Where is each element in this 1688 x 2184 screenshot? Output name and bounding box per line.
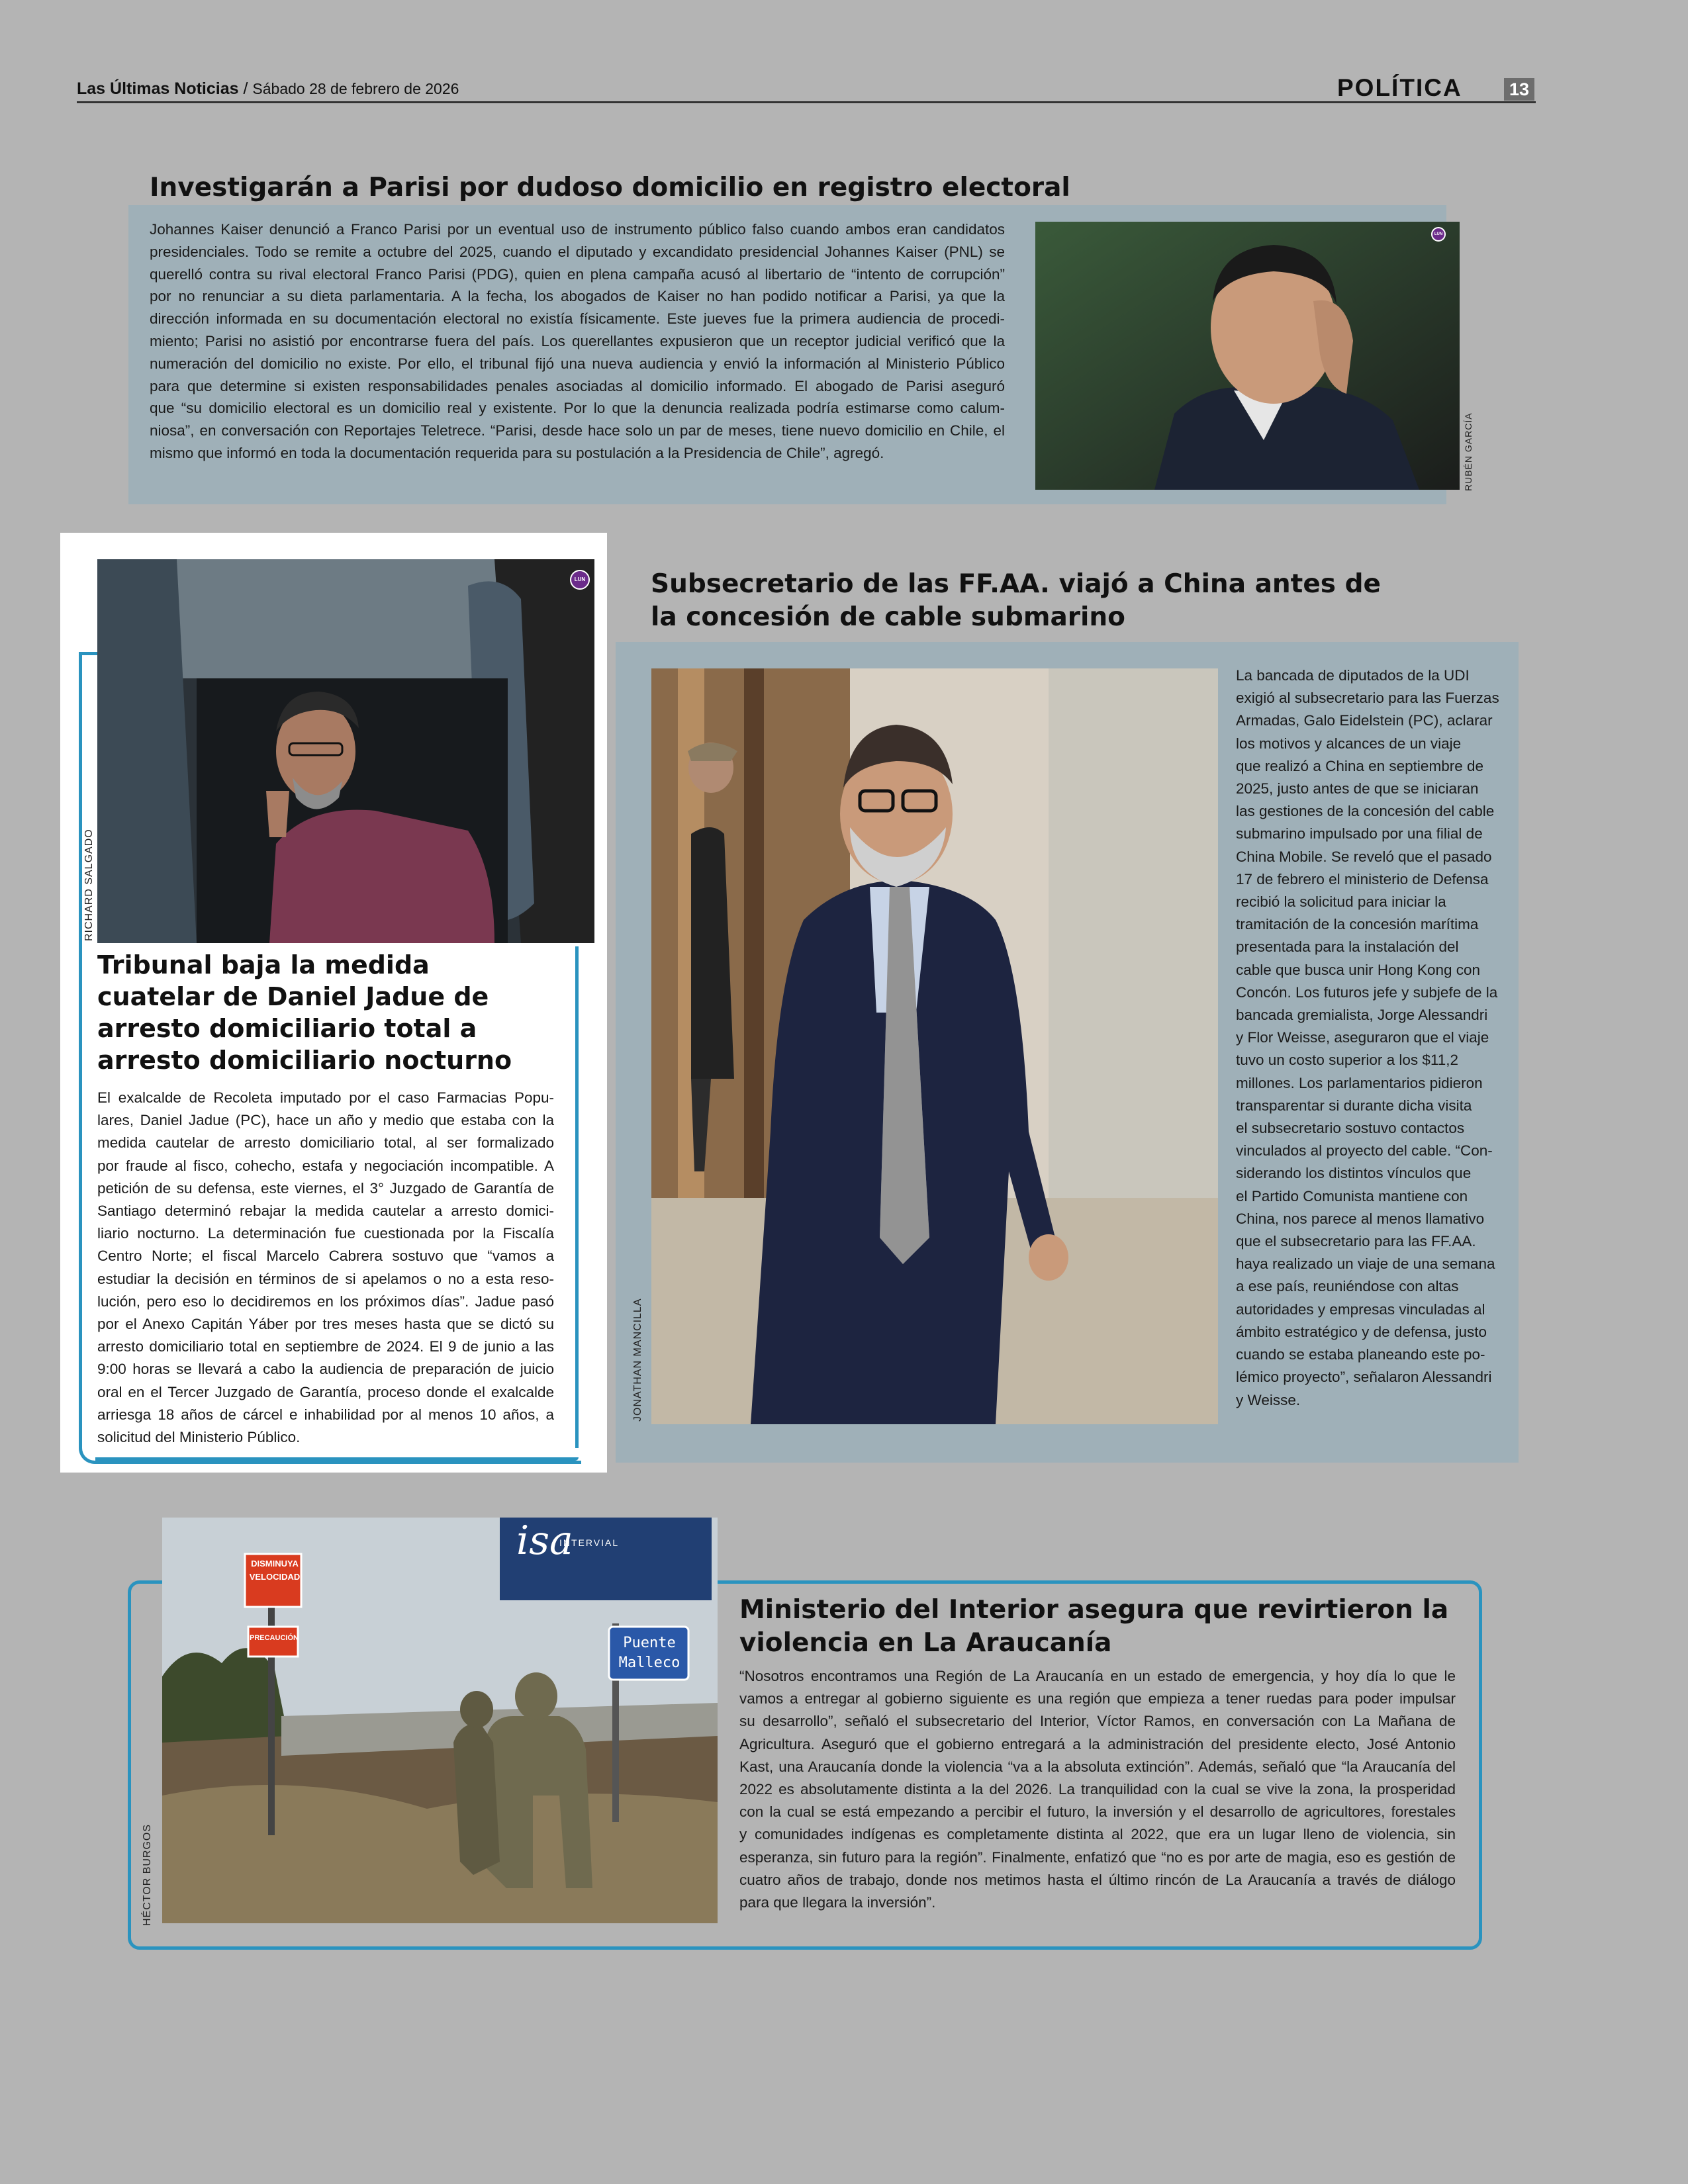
body-line: oral en el Tercer Juzgado de Garantía, proceso donde el exalcalde xyxy=(97,1383,554,1400)
body-line: submarino impulsado por una filial de xyxy=(1236,825,1483,842)
body-line: haya realizado un viaje de una semana xyxy=(1236,1255,1495,1273)
parisi-body xyxy=(150,218,1005,465)
araucania-headline-line: Ministerio del Interior asegura que revirtieron la xyxy=(739,1595,1449,1625)
sign-precaucion: PRECAUCIÓN xyxy=(250,1634,299,1642)
jadue-headline-line: Tribunal baja la medida xyxy=(97,950,430,979)
body-line: presentada para la instalación del xyxy=(1236,938,1459,956)
body-line: por el Anexo Capitán Yáber por tres meses hasta que se dictó su xyxy=(97,1316,554,1333)
billboard-logo: isa xyxy=(516,1518,573,1564)
jadue-photo-credit: RICHARD SALGADO xyxy=(83,829,95,941)
araucania-headline-line: violencia en La Araucanía xyxy=(739,1628,1112,1658)
sign-text: DISMINUYA xyxy=(251,1559,299,1569)
body-line: con la cual se está empezando a percibir el futuro, la inversión y el desarrollo de agricultores, forestales xyxy=(739,1803,1456,1821)
lun-badge-icon: LUN xyxy=(1431,227,1446,242)
jadue-frame-bottom xyxy=(95,1457,579,1461)
body-line: autoridades y empresas vinculadas al xyxy=(1236,1300,1485,1318)
jadue-headline-line: arresto domiciliario nocturno xyxy=(97,1046,512,1075)
body-line: 17 de febrero el ministerio de Defensa xyxy=(1236,870,1489,887)
body-line: numeración del domicilio no existe. Por ello, el tribunal fijó una nueva audiencia y envió la información al Ministerio Público xyxy=(150,355,1005,372)
body-line: China, nos parece al menos llamativo xyxy=(1236,1210,1485,1227)
araucania-photo xyxy=(162,1518,718,1923)
body-line: 2022 es absolutamente distinta a la del 2026. La tranquilidad con la cual se vive la zona, la prosperidad xyxy=(739,1781,1456,1798)
body-line: vinculados al proyecto del cable. “Con- xyxy=(1236,1142,1493,1160)
jadue-headline-line: cuatelar de Daniel Jadue de xyxy=(97,982,489,1011)
body-line: por no renunciar a su dieta parlamentaria. A la fecha, los abogados de Kaiser no han podido notificar a Parisi, ya que la xyxy=(150,288,1005,305)
body-line: Centro Norte; el fiscal Marcelo Cabrera sostuvo que “vamos a xyxy=(97,1248,554,1265)
jadue-headline xyxy=(97,949,600,1076)
jadue-headline-line: arresto domiciliario total a xyxy=(97,1014,477,1043)
body-line: lución, pero eso lo decidiremos en los próximos días”. Jadue pasó xyxy=(97,1293,554,1310)
masthead xyxy=(77,79,459,99)
jadue-photo xyxy=(97,559,594,943)
body-line: que realizó a China en septiembre de xyxy=(1236,757,1483,774)
body-line: y Weisse. xyxy=(1236,1391,1301,1408)
ffaa-body xyxy=(1236,664,1507,1412)
body-line: los motivos y alcances de un viaje xyxy=(1236,735,1462,752)
body-line: esperanza, sin futuro para la región”. Finalmente, enfatizó que “no es por arte de magia, eso es gestión de xyxy=(739,1848,1456,1866)
body-line: China Mobile. Se reveló que el pasado xyxy=(1236,848,1492,865)
body-line: bancada gremialista, Jorge Alessandri xyxy=(1236,1007,1488,1024)
body-line: Armadas, Galo Eidelstein (PC), aclarar xyxy=(1236,712,1493,729)
body-line: tuvo un costo superior a los $11,2 xyxy=(1236,1052,1459,1069)
ffaa-photo xyxy=(651,668,1218,1424)
body-line: 2025, justo antes de que se iniciaran xyxy=(1236,780,1479,797)
body-line: su desarrollo”, señaló el subsecretario del Interior, Víctor Ramos, en conversación con La Mañana de xyxy=(739,1713,1456,1730)
body-line: el Partido Comunista mantiene con xyxy=(1236,1187,1468,1205)
body-line: niosa”, en conversación con Reportajes Teletrece. “Parisi, desde hace solo un par de meses, tiene nuevo domicilio en Chile, el xyxy=(150,422,1005,439)
body-line: arriesga 18 años de cárcel e inhabilidad por al menos 10 años, a xyxy=(97,1406,554,1423)
parisi-headline: Investigarán a Parisi por dudoso domicilio en registro electoral xyxy=(150,173,1070,203)
jadue-body xyxy=(97,1087,554,1449)
sign-text: Malleco xyxy=(618,1655,680,1671)
ffaa-headline xyxy=(651,568,1381,634)
body-line: miento; Parisi no asistió por encontrarse fuera del país. Los querellantes expusieron que un receptor judicial verificó que la xyxy=(150,332,1005,349)
araucania-photo-credit: HÉCTOR BURGOS xyxy=(142,1823,153,1926)
body-line: Johannes Kaiser denunció a Franco Parisi por un eventual uso de instrumento público falso cuando ambos eran candidatos xyxy=(150,221,1005,238)
body-line: petición de su defensa, este viernes, el 3° Juzgado de Garantía de xyxy=(97,1179,554,1197)
body-line: querelló contra su rival electoral Franco Parisi (PDG), quien en plena campaña acusó al libertario de “intento de corrupción” xyxy=(150,265,1005,283)
jadue-frame-top xyxy=(79,652,99,655)
body-line: presidenciales. Todo se remite a octubre del 2025, cuando el diputado y excandidato presidencial Johannes Kaiser (PNL) se xyxy=(150,243,1005,260)
body-line: las gestiones de la concesión del cable xyxy=(1236,803,1495,820)
issue-date: Sábado 28 de febrero de 2026 xyxy=(252,80,459,97)
araucania-headline xyxy=(739,1594,1448,1660)
section-title: POLÍTICA xyxy=(1337,74,1462,101)
body-line: cuando se estaba planeando este po- xyxy=(1236,1346,1485,1363)
lun-badge-icon: LUN xyxy=(570,570,590,590)
masthead-separator: / xyxy=(243,79,248,98)
body-line: y comunidades indígenas es completamente distinta al 2022, que era un lugar lleno de violencia, sin xyxy=(739,1826,1456,1843)
body-line: “Nosotros encontramos una Región de La Araucanía en un estado de emergencia, y hoy día lo que le xyxy=(739,1668,1456,1684)
body-line: a ese país, reuniéndose con altas xyxy=(1236,1278,1459,1295)
body-line: vamos a entregar al gobierno siguiente es una región que empieza a tener ruedas para poder impulsar xyxy=(739,1690,1456,1707)
body-line: lémico proyecto”, señalaron Alessandri xyxy=(1236,1369,1492,1386)
body-line: que el subsecretario para las FF.AA. xyxy=(1236,1233,1476,1250)
ffaa-headline-line: Subsecretario de las FF.AA. viajó a China antes de xyxy=(651,569,1381,599)
body-line: que “su domicilio electoral es un domicilio real y existente. Por lo que la denuncia realizada podría estimarse como calum- xyxy=(150,400,1005,417)
araucania-body xyxy=(739,1665,1456,1914)
body-line: el subsecretario sostuvo contactos xyxy=(1236,1120,1465,1137)
header-rule xyxy=(77,101,1536,103)
ffaa-photo-credit: JONATHAN MANCILLA xyxy=(632,1298,643,1422)
body-line: Concón. Los futuros jefe y subjefe de la xyxy=(1236,983,1498,1001)
body-line: exigió al subsecretario para las Fuerzas xyxy=(1236,690,1499,707)
body-line: estudiar la decisión en términos de si apelamos o no a esta reso- xyxy=(97,1270,554,1287)
body-line: cuatro años de trabajo, donde nos metimos hasta el último rincón de La Araucanía a través de diálogo xyxy=(739,1871,1456,1888)
ffaa-headline-line: la concesión de cable submarino xyxy=(651,602,1125,632)
body-line: 9:00 horas se llevará a cabo la audiencia de preparación de juicio xyxy=(97,1361,554,1378)
body-line: cable que busca unir Hong Kong con xyxy=(1236,961,1481,978)
body-line: El exalcalde de Recoleta imputado por el caso Farmacias Popu- xyxy=(97,1089,554,1106)
body-line: y Flor Weisse, aseguraron que el viaje xyxy=(1236,1029,1489,1046)
body-line: liario nocturno. La determinación fue cuestionada por la Fiscalía xyxy=(97,1225,554,1242)
body-line: Santiago determinó rebajar la medida cautelar a arresto domici- xyxy=(97,1203,554,1220)
body-line: Kast, una Araucanía donde la violencia “va a la absoluta extinción”. Además, señaló que “la Araucanía del xyxy=(739,1758,1456,1775)
body-line: lares, Daniel Jadue (PC), hace un año y medio que estaba con la xyxy=(97,1112,554,1129)
body-line: solicitud del Ministerio Público. xyxy=(97,1429,301,1446)
body-line: transparentar si durante dicha visita xyxy=(1236,1097,1472,1114)
parisi-photo-credit: RUBÉN GARCÍA xyxy=(1463,412,1474,491)
body-line: arresto domiciliario total en septiembre de 2024. El 9 de junio a las xyxy=(97,1338,554,1355)
body-line: para que determine si existen responsabilidades penales asociadas al domicilio informado. El abogado de Parisi aseguró xyxy=(150,377,1005,394)
body-line: recibió la solicitud para iniciar la xyxy=(1236,893,1446,911)
parisi-photo xyxy=(1035,222,1460,490)
newspaper-name: Las Últimas Noticias xyxy=(77,79,239,98)
body-line: Agricultura. Aseguró que el gobierno entregará a la administración del presidente electo, José Antonio xyxy=(739,1735,1456,1752)
body-line: ámbito estratégico y de defensa, justo xyxy=(1236,1323,1487,1340)
sign-disminuya xyxy=(248,1557,301,1584)
body-line: dirección informada en su documentación electoral no existía físicamente. Este jueves fue la primera audiencia de procedi- xyxy=(150,310,1005,328)
sign-text: VELOCIDAD xyxy=(249,1572,301,1582)
body-line: por fraude al fisco, cohecho, estafa y negociación incompatible. A xyxy=(97,1157,554,1174)
billboard-sub: INTERVIAL xyxy=(559,1537,620,1548)
sign-text: Puente xyxy=(623,1635,676,1651)
body-line: medida cautelar de arresto domiciliario total, al ser formalizado xyxy=(97,1134,554,1152)
body-line: tramitación de la concesión marítima xyxy=(1236,916,1479,933)
body-line: millones. Los parlamentarios pidieron xyxy=(1236,1074,1483,1091)
body-line: La bancada de diputados de la UDI xyxy=(1236,667,1470,684)
body-line: para que llegara la inversión”. xyxy=(739,1894,936,1911)
body-line: mismo que informó en toda la documentación requerida para su postulación a la Presidencia de Chile”, agregó. xyxy=(150,444,884,461)
sign-puente xyxy=(612,1633,686,1673)
body-line: siderando los distintos vínculos que xyxy=(1236,1165,1472,1182)
page-number: 13 xyxy=(1504,78,1534,101)
